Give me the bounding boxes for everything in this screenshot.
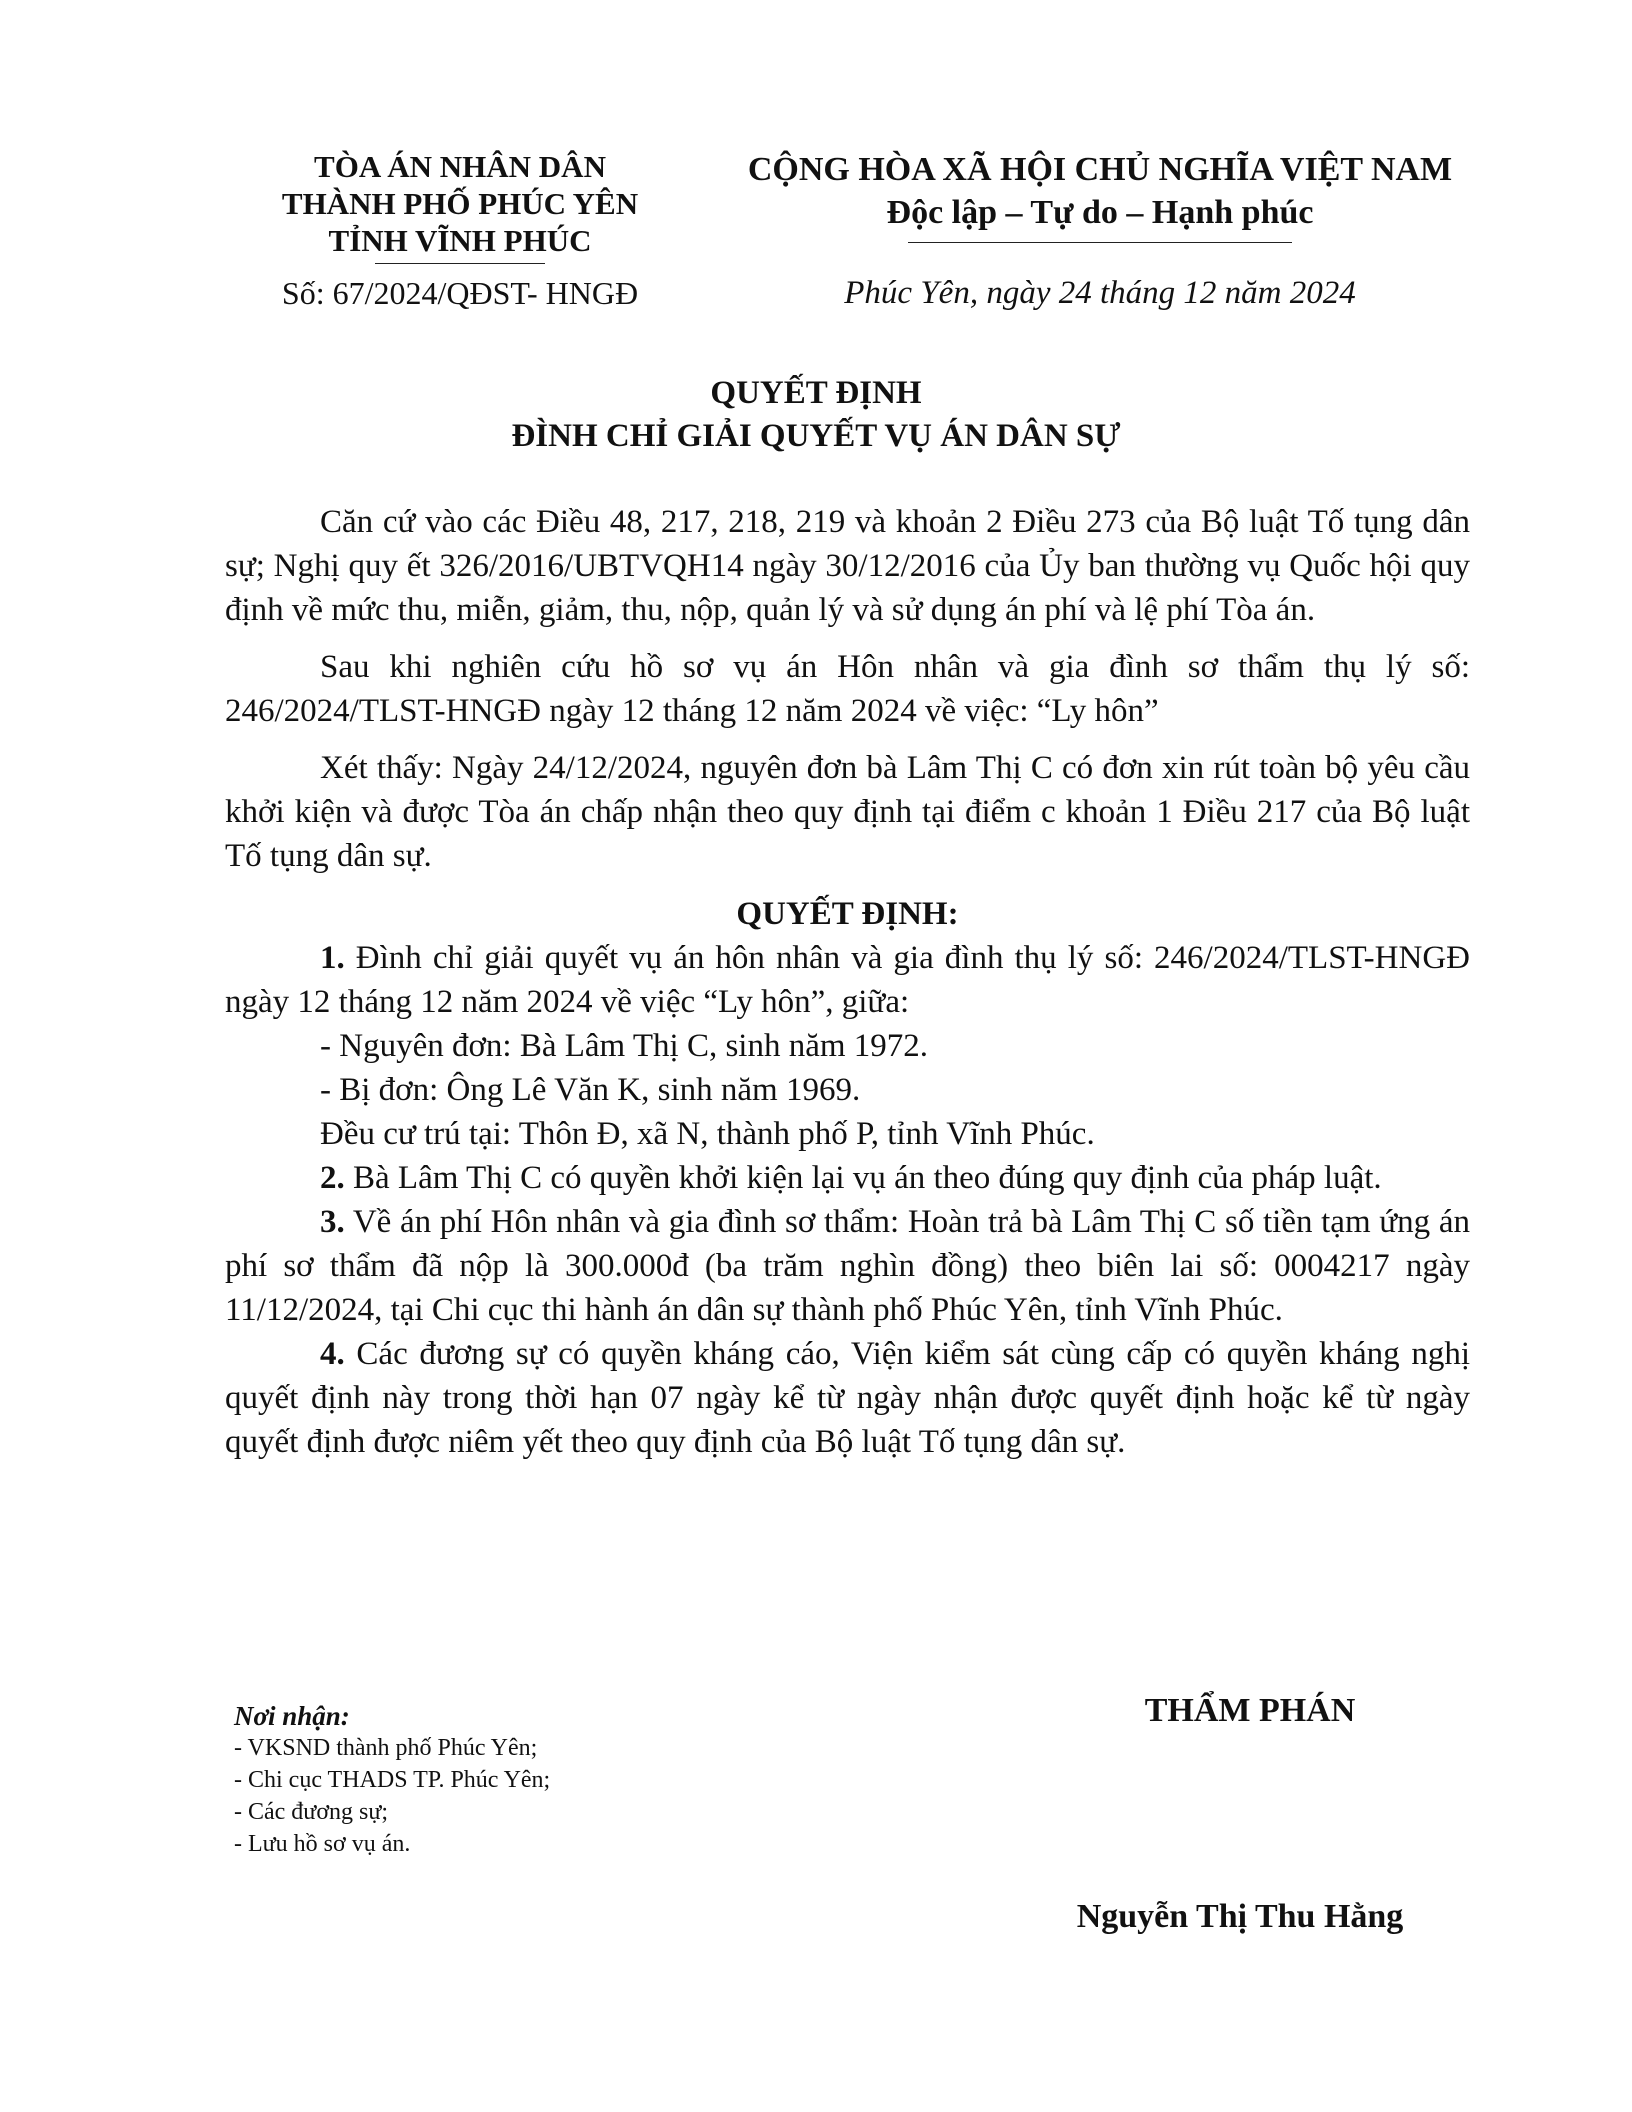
decision-item-4 xyxy=(225,1332,1470,1464)
item-1-text: Đình chỉ giải quyết vụ án hôn nhân và gia đình thụ lý số: 246/2024/TLST-HNGĐ ngày 12 tháng 12 năm 2024 về việc “Ly hôn”, giữa: xyxy=(225,940,1470,1020)
decision-heading: QUYẾT ĐỊNH: xyxy=(736,896,959,932)
item-2-text: Bà Lâm Thị C có quyền khởi kiện lại vụ án theo đúng quy định của pháp luật. xyxy=(344,1160,1382,1196)
item-1-number: 1. xyxy=(320,940,345,976)
document-number: Số: 67/2024/QĐST- HNGĐ xyxy=(281,275,639,311)
court-name-line2: THÀNH PHỐ PHÚC YÊN xyxy=(281,186,639,221)
signer-name: Nguyễn Thị Thu Hằng xyxy=(1076,1898,1404,1935)
court-header-underline xyxy=(375,263,545,264)
decision-item-2 xyxy=(225,1156,1470,1200)
recipient-item: - VKSND thành phố Phúc Yên; xyxy=(234,1735,538,1761)
recipients-heading: Nơi nhận: xyxy=(234,1701,350,1731)
residence-line: Đều cư trú tại: Thôn Đ, xã N, thành phố P, tỉnh Vĩnh Phúc. xyxy=(320,1116,1095,1152)
recipient-item: - Chi cục THADS TP. Phúc Yên; xyxy=(234,1767,551,1793)
signer-title: THẨM PHÁN xyxy=(1144,1692,1356,1729)
place-and-date: Phúc Yên, ngày 24 tháng 12 năm 2024 xyxy=(844,275,1356,311)
plaintiff-line: - Nguyên đơn: Bà Lâm Thị C, sinh năm 1972. xyxy=(320,1028,929,1064)
item-3-text: Về án phí Hôn nhân và gia đình sơ thẩm: Hoàn trả bà Lâm Thị C số tiền tạm ứng án phí sơ thẩm đã nộp là 300.000đ (ba trăm nghìn đồng) theo biên lai số: 0004217 ngày 11/12/2024, tại Chi cục thi hành án dân sự thành phố Phúc Yên, tỉnh Vĩnh Phúc. xyxy=(225,1204,1470,1328)
considering-paragraph: Xét thấy: Ngày 24/12/2024, nguyên đơn bà Lâm Thị C có đơn xin rút toàn bộ yêu cầu khởi kiện và được Tòa án chấp nhận theo quy định tại điểm c khoản 1 Điều 217 của Bộ luật Tố tụng dân sự. xyxy=(225,750,1470,874)
recipients-list xyxy=(234,1700,834,1860)
national-header xyxy=(730,148,1470,243)
document-title xyxy=(200,372,1432,458)
item-3-number: 3. xyxy=(320,1204,345,1240)
motto-underline xyxy=(908,242,1292,243)
document-body xyxy=(225,500,1470,1464)
title-line1: QUYẾT ĐỊNH xyxy=(710,375,922,411)
court-name-line3: TỈNH VĨNH PHÚC xyxy=(328,223,592,258)
legal-basis-paragraph: Căn cứ vào các Điều 48, 217, 218, 219 và khoản 2 Điều 273 của Bộ luật Tố tụng dân sự; Nghị quy ết 326/2016/UBTVQH14 ngày 30/12/2016 của Ủy ban thường vụ Quốc hội quy định về mức thu, miễn, giảm, thu, nộp, quản lý và sử dụng án phí và lệ phí Tòa án. xyxy=(225,504,1470,628)
item-4-text: Các đương sự có quyền kháng cáo, Viện kiểm sát cùng cấp có quyền kháng nghị quyết định này trong thời hạn 07 ngày kể từ ngày nhận được quyết định hoặc kể từ ngày quyết định được niêm yết theo quy định của Bộ luật Tố tụng dân sự. xyxy=(225,1336,1470,1460)
national-motto: Độc lập – Tự do – Hạnh phúc xyxy=(886,194,1314,231)
court-header xyxy=(200,148,720,264)
title-line2: ĐÌNH CHỈ GIẢI QUYẾT VỤ ÁN DÂN SỰ xyxy=(511,418,1121,454)
court-name-line1: TÒA ÁN NHÂN DÂN xyxy=(314,149,606,184)
country-name: CỘNG HÒA XÃ HỘI CHỦ NGHĨA VIỆT NAM xyxy=(747,151,1453,188)
recipient-item: - Lưu hồ sơ vụ án. xyxy=(234,1831,411,1857)
defendant-line: - Bị đơn: Ông Lê Văn K, sinh năm 1969. xyxy=(320,1072,861,1108)
item-4-number: 4. xyxy=(320,1336,345,1372)
case-review-paragraph: Sau khi nghiên cứu hồ sơ vụ án Hôn nhân và gia đình sơ thẩm thụ lý số: 246/2024/TLST-HNGĐ ngày 12 tháng 12 năm 2024 về việc: “Ly hôn” xyxy=(225,649,1470,729)
decision-item-3 xyxy=(225,1200,1470,1332)
decision-item-1 xyxy=(225,936,1470,1024)
recipient-item: - Các đương sự; xyxy=(234,1799,389,1825)
item-2-number: 2. xyxy=(320,1160,345,1196)
